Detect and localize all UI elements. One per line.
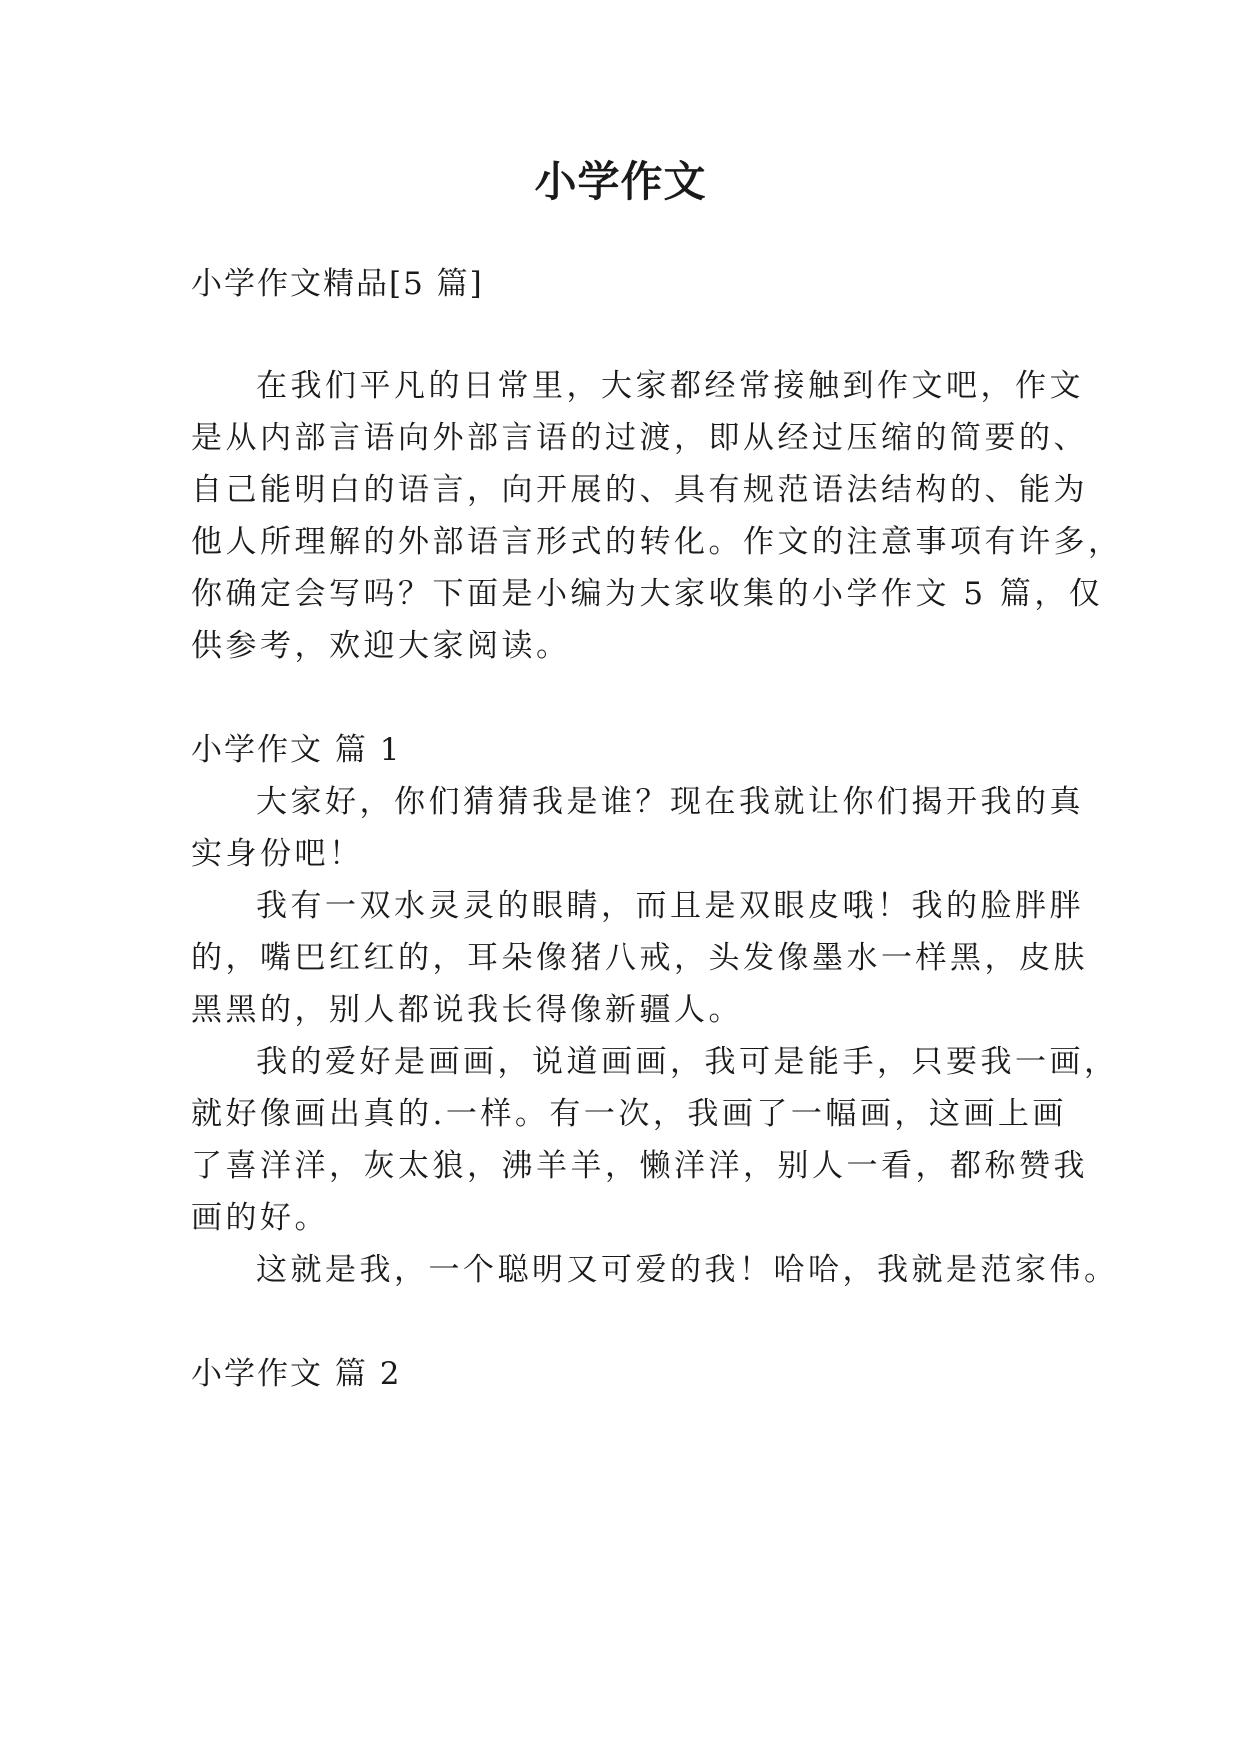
intro-line: 自己能明白的语言，向开展的、具有规范语法结构的、能为 [191,472,1088,508]
section-heading: 小学作文 篇 1 [191,732,402,768]
paragraph-line: 我有一双水灵灵的眼睛，而且是双眼皮哦！我的脸胖胖 [256,888,1084,924]
document-subtitle: 小学作文精品[5 篇] [191,266,484,302]
intro-line: 你确定会写吗？下面是小编为大家收集的小学作文 5 篇，仅 [191,576,1104,612]
intro-line: 他人所理解的外部语言形式的转化。作文的注意事项有许多， [191,524,1123,560]
intro-line: 是从内部言语向外部言语的过渡，即从经过压缩的简要的、 [191,420,1088,456]
intro-line: 供参考，欢迎大家阅读。 [191,628,571,664]
paragraph-line: 就好像画出真的.一样。有一次，我画了一幅画，这画上画 [191,1096,1067,1132]
intro-line: 在我们平凡的日常里，大家都经常接触到作文吧，作文 [256,368,1084,404]
paragraph-line: 我的爱好是画画，说道画画，我可是能手，只要我一画， [256,1044,1119,1080]
paragraph-line: 的，嘴巴红红的，耳朵像猪八戒，头发像墨水一样黑，皮肤 [191,940,1088,976]
section-heading: 小学作文 篇 2 [191,1356,402,1392]
paragraph-line: 大家好，你们猜猜我是谁？现在我就让你们揭开我的真 [256,784,1084,820]
paragraph-line: 画的好。 [191,1200,329,1236]
paragraph-line: 黑黑的，别人都说我长得像新疆人。 [191,992,743,1028]
paragraph-line: 实身份吧！ [191,836,364,872]
document-title: 小学作文 [534,157,707,206]
paragraph-line: 这就是我，一个聪明又可爱的我！哈哈，我就是范家伟。 [256,1252,1119,1288]
paragraph-line: 了喜洋洋，灰太狼，沸羊羊，懒洋洋，别人一看，都称赞我 [191,1148,1088,1184]
